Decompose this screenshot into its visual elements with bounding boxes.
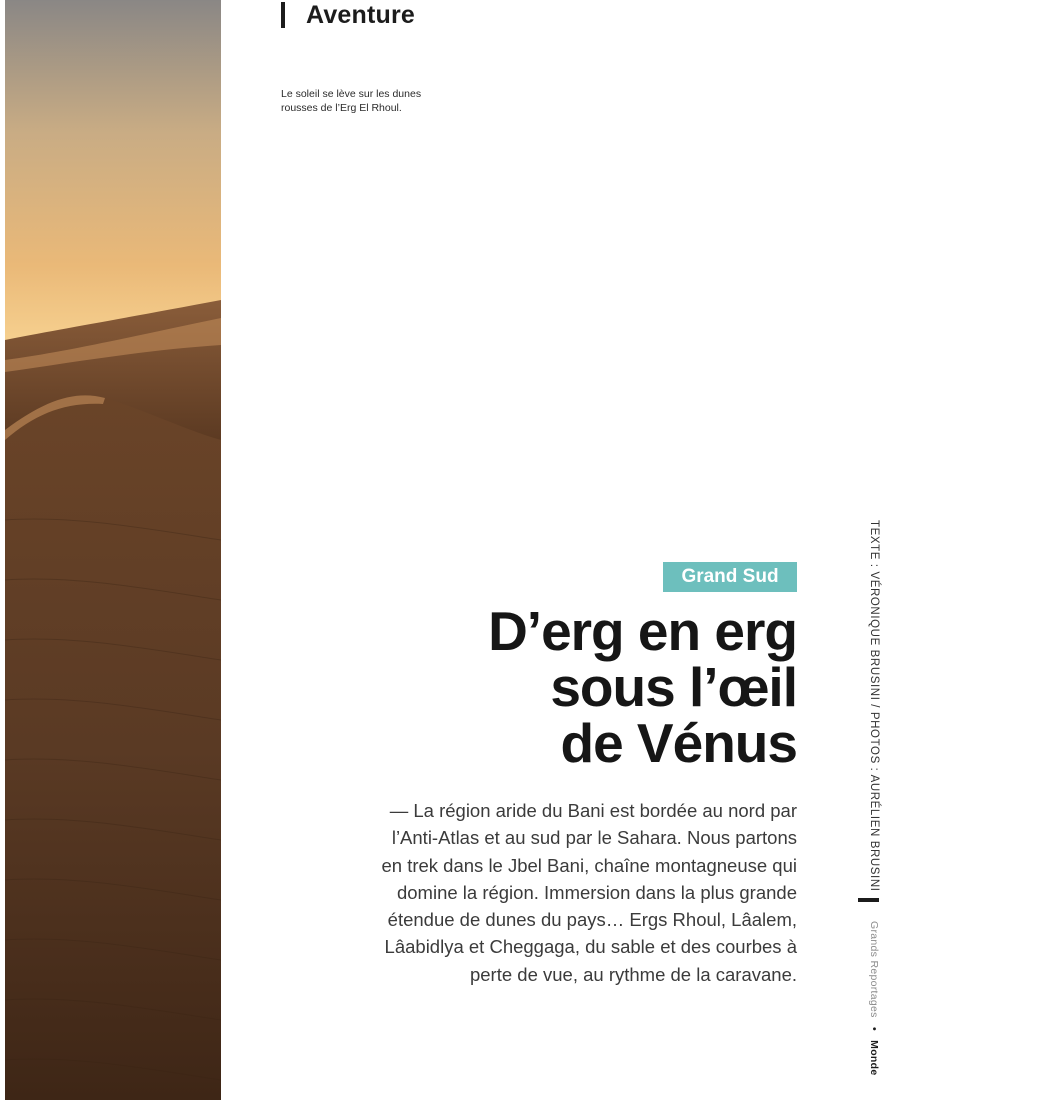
dune-illustration <box>5 0 221 1100</box>
caption-line: Le soleil se lève sur les dunes <box>281 88 422 100</box>
section-marker <box>281 2 285 28</box>
lede-line: — La région aride du Bani est bordée au nord par <box>389 800 797 821</box>
photo-caption <box>281 87 481 115</box>
magazine-name: Grands Reportages <box>868 921 880 1018</box>
lede-line: perte de vue, au rythme de la caravane. <box>469 963 797 985</box>
headline-line: sous l’œil <box>550 656 797 718</box>
rubric-name: Monde <box>868 1040 880 1076</box>
folio-separator: • <box>868 1026 880 1031</box>
section-title: Aventure <box>306 1 416 29</box>
headline-line: de Vénus <box>560 712 797 774</box>
lede-line: l’Anti-Atlas et au sud par le Sahara. Nous partons <box>391 827 797 849</box>
page-folio <box>858 921 880 1091</box>
lede-line: en trek dans le Jbel Bani, chaîne montagneuse qui <box>381 854 797 876</box>
sidebar-divider <box>858 898 879 902</box>
headline-line: D’erg en erg <box>488 600 797 662</box>
lede-line: Lâabidlya et Cheggaga, du sable et des courbes à <box>384 936 797 958</box>
caption-line: rousses de l’Erg El Rhoul. <box>281 102 402 114</box>
article-lede <box>270 797 797 988</box>
category-tag: Grand Sud <box>663 562 797 592</box>
lede-line: domine la région. Immersion dans la plus grande <box>396 881 797 903</box>
photo-credit: TEXTE : VÉRONIQUE BRUSINI / PHOTOS : AURÉLIEN BRUSINI <box>868 520 880 892</box>
article-headline <box>380 600 797 774</box>
lede-line: étendue de dunes du pays… Ergs Rhoul, Lâalem, <box>387 909 797 931</box>
desert-photo <box>5 0 221 1100</box>
